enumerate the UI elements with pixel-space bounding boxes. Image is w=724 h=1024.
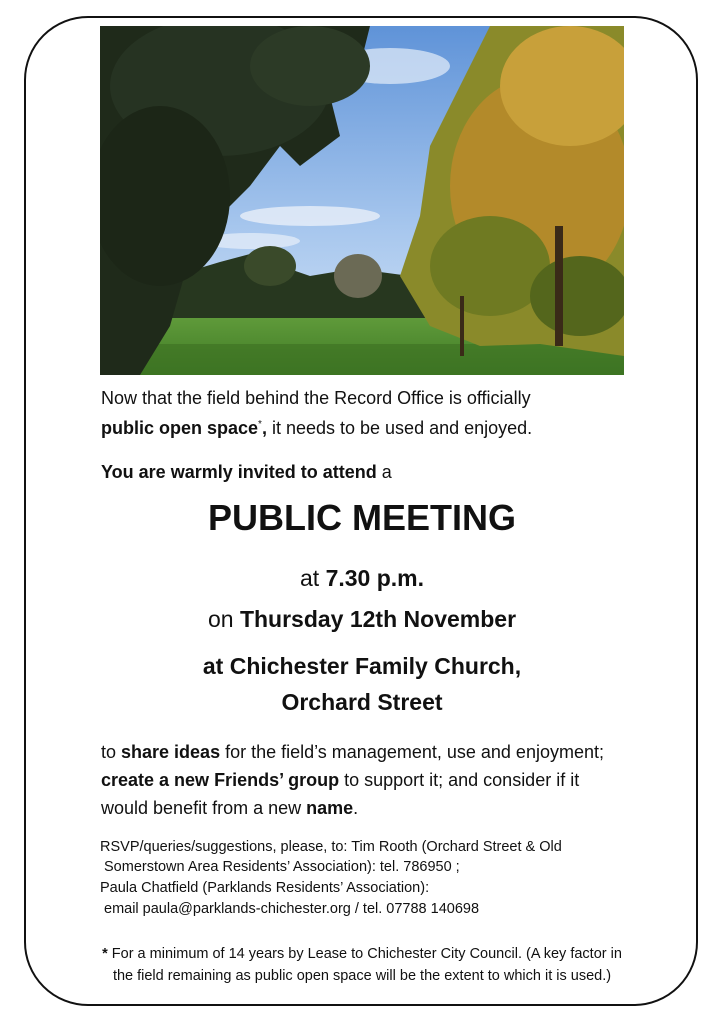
purpose-text-3: to support it; and consider if it — [339, 770, 580, 790]
invitation-emphasis: You are warmly invited to attend — [101, 462, 377, 482]
invitation-line — [101, 460, 392, 485]
rsvp-line-2: Somerstown Area Residents’ Association): tel. 786950 ; — [104, 859, 460, 875]
meeting-title: PUBLIC MEETING — [207, 497, 516, 538]
date-prefix: on — [207, 606, 240, 632]
park-field-photo — [100, 26, 624, 375]
friends-group-emphasis: create a new Friends’ group — [101, 770, 340, 790]
intro-line-1: Now that the field behind the Record Office is officially — [101, 388, 531, 408]
meeting-date — [0, 606, 724, 633]
purpose-text-1: to — [101, 742, 122, 762]
purpose-paragraph — [101, 738, 604, 822]
footnote — [0, 943, 724, 987]
footnote-line-2: the field remaining as public open space will be the extent to which it is used.) — [112, 968, 612, 984]
rsvp-line-3: Paula Chatfield (Parklands Residents’ Association): — [100, 880, 430, 896]
invitation-rest: a — [376, 462, 392, 482]
purpose-text-5: . — [353, 798, 359, 818]
meeting-time — [0, 565, 724, 592]
rsvp-line-4: email paula@parklands-chichester.org / tel. 07788 140698 — [104, 901, 480, 917]
time-value: 7.30 p.m. — [325, 565, 424, 591]
venue-line-1: at Chichester Family Church, — [202, 653, 522, 679]
footnote-star: * — [102, 946, 108, 962]
intro-comma: , — [261, 418, 267, 438]
purpose-text-2: for the field’s management, use and enjoyment; — [220, 742, 604, 762]
intro-line-2-rest: it needs to be used and enjoyed. — [266, 418, 533, 438]
venue-line-2: Orchard Street — [281, 689, 443, 715]
footnote-line-1: For a minimum of 14 years by Lease to Chichester City Council. (A key factor in — [107, 946, 622, 962]
share-ideas-emphasis: share ideas — [121, 742, 221, 762]
purpose-text-4: would benefit from a new — [101, 798, 307, 818]
name-emphasis: name — [306, 798, 354, 818]
public-open-space-emphasis: public open space — [101, 418, 259, 438]
intro-line-2 — [101, 412, 532, 441]
meeting-venue — [0, 648, 724, 720]
time-prefix: at — [299, 565, 326, 591]
date-value: Thursday 12th November — [239, 606, 517, 632]
footnote-asterisk: * — [258, 419, 262, 430]
rsvp-line-1: RSVP/queries/suggestions, please, to: Tim Rooth (Orchard Street & Old — [100, 839, 562, 855]
